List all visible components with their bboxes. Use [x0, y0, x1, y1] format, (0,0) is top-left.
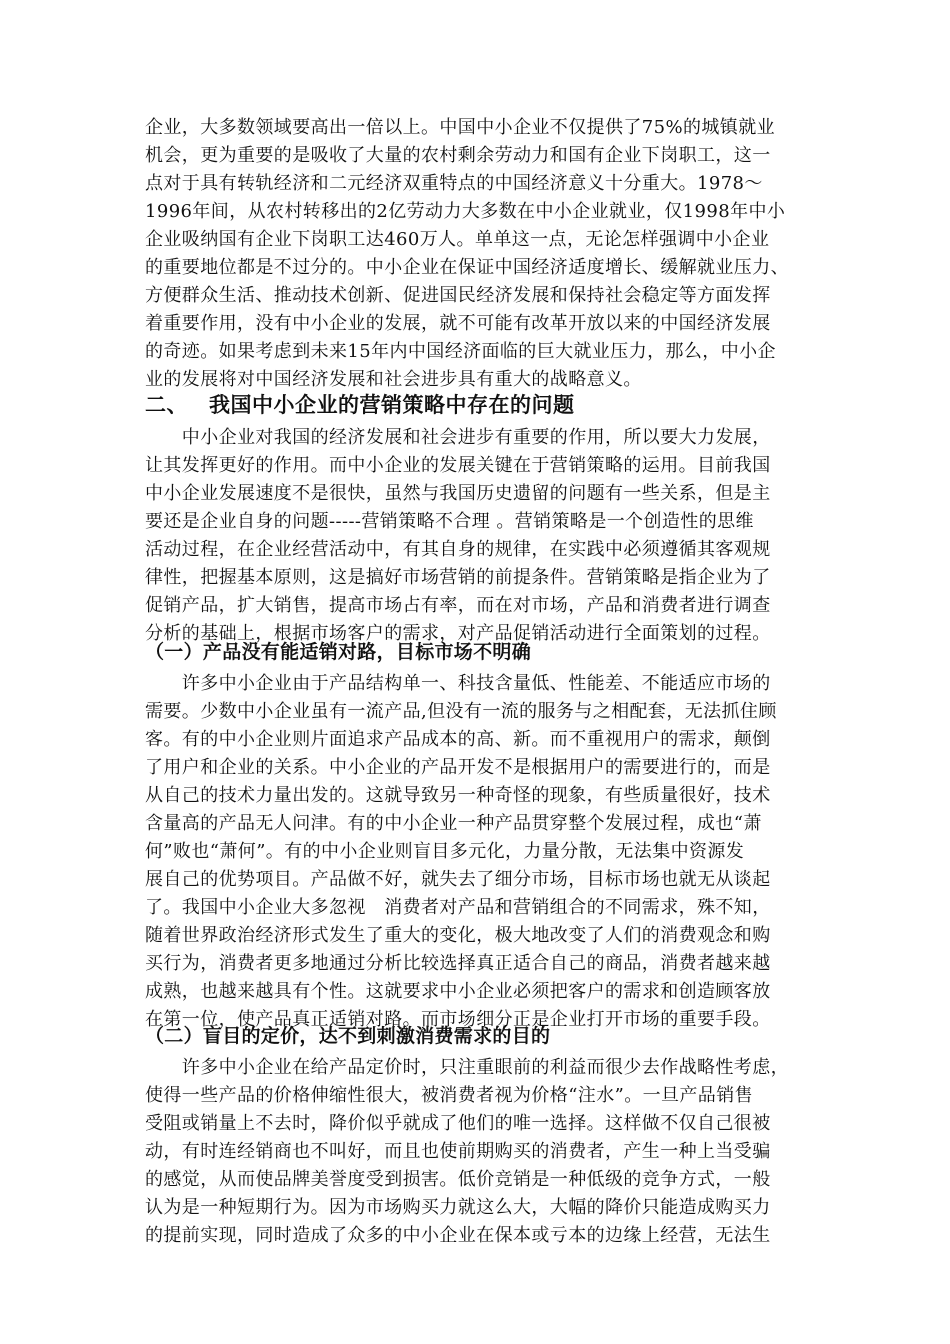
paragraph-1-line: 方便群众生活、推动技术创新、促进国民经济发展和保持社会稳定等方面发挥 [145, 285, 771, 306]
paragraph-1-line: 企业吸纳国有企业下岗职工达460万人。单单这一点，无论怎样强调中小企业 [145, 229, 770, 250]
paragraph-3-line: 成熟，也越来越具有个性。这就要求中小企业必须把客户的需求和创造顾客放 [145, 981, 771, 1002]
paragraph-3-line: 从自己的技术力量出发的。这就导致另一种奇怪的现象，有些质量很好，技术 [145, 785, 771, 806]
paragraph-2-line: 活动过程，在企业经营活动中，有其自身的规律，在实践中必须遵循其客观规 [145, 539, 771, 560]
paragraph-2-line: 中小企业发展速度不是很快，虽然与我国历史遗留的问题有一些关系，但是主 [145, 483, 771, 504]
paragraph-2-line: 促销产品，扩大销售，提高市场占有率，而在对市场，产品和消费者进行调查 [145, 595, 771, 616]
section-title: 我国中小企业的营销策略中存在的问题 [209, 393, 575, 417]
paragraph-4-line: 使得一些产品的价格伸缩性很大，被消费者视为价格“注水”。一旦产品销售 [145, 1085, 754, 1106]
subsection-2-heading: （二）盲目的定价，达不到刺激消费需求的目的 [145, 1025, 551, 1047]
paragraph-3-line: 含量高的产品无人问津。有的中小企业一种产品贯穿整个发展过程，成也“萧 [145, 813, 762, 834]
paragraph-3-line: 需要。少数中小企业虽有一流产品,但没有一流的服务与之相配套，无法抓住顾 [145, 701, 777, 722]
paragraph-1-line: 的奇迹。如果考虑到未来15年内中国经济面临的巨大就业压力，那么，中小企 [145, 341, 776, 362]
paragraph-3-line: 了。我国中小企业大多忽视 消费者对产品和营销组合的不同需求，殊不知， [145, 897, 771, 918]
paragraph-4-line: 认为是一种短期行为。因为市场购买力就这么大，大幅的降价只能造成购买力 [145, 1197, 771, 1218]
paragraph-4-line: 受阻或销量上不去时，降价似乎就成了他们的唯一选择。这样做不仅自己很被 [145, 1113, 771, 1134]
paragraph-3-line: 许多中小企业由于产品结构单一、科技含量低、性能差、不能适应市场的 [145, 673, 771, 694]
paragraph-4-line: 许多中小企业在给产品定价时，只注重眼前的利益而很少去作战略性考虑， [145, 1057, 789, 1078]
section-number: 二、 [145, 393, 188, 417]
paragraph-4-line: 的提前实现，同时造成了众多的中小企业在保本或亏本的边缘上经营，无法生 [145, 1225, 771, 1246]
paragraph-2-line: 要还是企业自身的问题-----营销策略不合理 。营销策略是一个创造性的思维 [145, 511, 754, 532]
paragraph-2-line: 律性，把握基本原则，这是搞好市场营销的前提条件。营销策略是指企业为了 [145, 567, 771, 588]
paragraph-1-line: 业的发展将对中国经济发展和社会进步具有重大的战略意义。 [145, 369, 642, 390]
paragraph-3-line: 在第一位，使产品真正适销对路。而市场细分正是企业打开市场的重要手段。 [145, 1009, 771, 1030]
subsection-1-heading: （一）产品没有能适销对路，目标市场不明确 [145, 641, 532, 663]
paragraph-3-line: 了用户和企业的关系。中小企业的产品开发不是根据用户的需要进行的，而是 [145, 757, 771, 778]
paragraph-1-line: 点对于具有转轨经济和二元经济双重特点的中国经济意义十分重大。1978～ [145, 173, 763, 194]
paragraph-3-line: 展自己的优势项目。产品做不好，就失去了细分市场，目标市场也就无从谈起 [145, 869, 771, 890]
paragraph-2-line: 分析的基础上，根据市场客户的需求，对产品促销活动进行全面策划的过程。 [145, 623, 771, 644]
paragraph-3-line: 买行为，消费者更多地通过分析比较选择真正适合自己的商品，消费者越来越 [145, 953, 771, 974]
section-heading [145, 392, 575, 418]
paragraph-4-line: 的感觉，从而使品牌美誉度受到损害。低价竞销是一种低级的竞争方式，一般 [145, 1169, 771, 1190]
paragraph-1-line: 机会，更为重要的是吸收了大量的农村剩余劳动力和国有企业下岗职工，这一 [145, 145, 771, 166]
paragraph-3-line: 客。有的中小企业则片面追求产品成本的高、新。而不重视用户的需求，颠倒 [145, 729, 771, 750]
paragraph-3-line: 随着世界政治经济形式发生了重大的变化，极大地改变了人们的消费观念和购 [145, 925, 771, 946]
paragraph-3-line: 何”败也“萧何”。有的中小企业则盲目多元化，力量分散，无法集中资源发 [145, 841, 745, 862]
paragraph-1-line: 着重要作用，没有中小企业的发展，就不可能有改革开放以来的中国经济发展 [145, 313, 771, 334]
paragraph-1-line: 企业，大多数领域要高出一倍以上。中国中小企业不仅提供了75%的城镇就业 [145, 117, 776, 138]
paragraph-1-line: 1996年间，从农村转移出的2亿劳动力大多数在中小企业就业，仅1998年中小 [145, 201, 786, 222]
paragraph-2-line: 中小企业对我国的经济发展和社会进步有重要的作用，所以要大力发展， [145, 427, 771, 448]
paragraph-1-line: 的重要地位都是不过分的。中小企业在保证中国经济适度增长、缓解就业压力、 [145, 257, 789, 278]
paragraph-2-line: 让其发挥更好的作用。而中小企业的发展关键在于营销策略的运用。目前我国 [145, 455, 771, 476]
paragraph-4-line: 动，有时连经销商也不叫好，而且也使前期购买的消费者，产生一种上当受骗 [145, 1141, 771, 1162]
